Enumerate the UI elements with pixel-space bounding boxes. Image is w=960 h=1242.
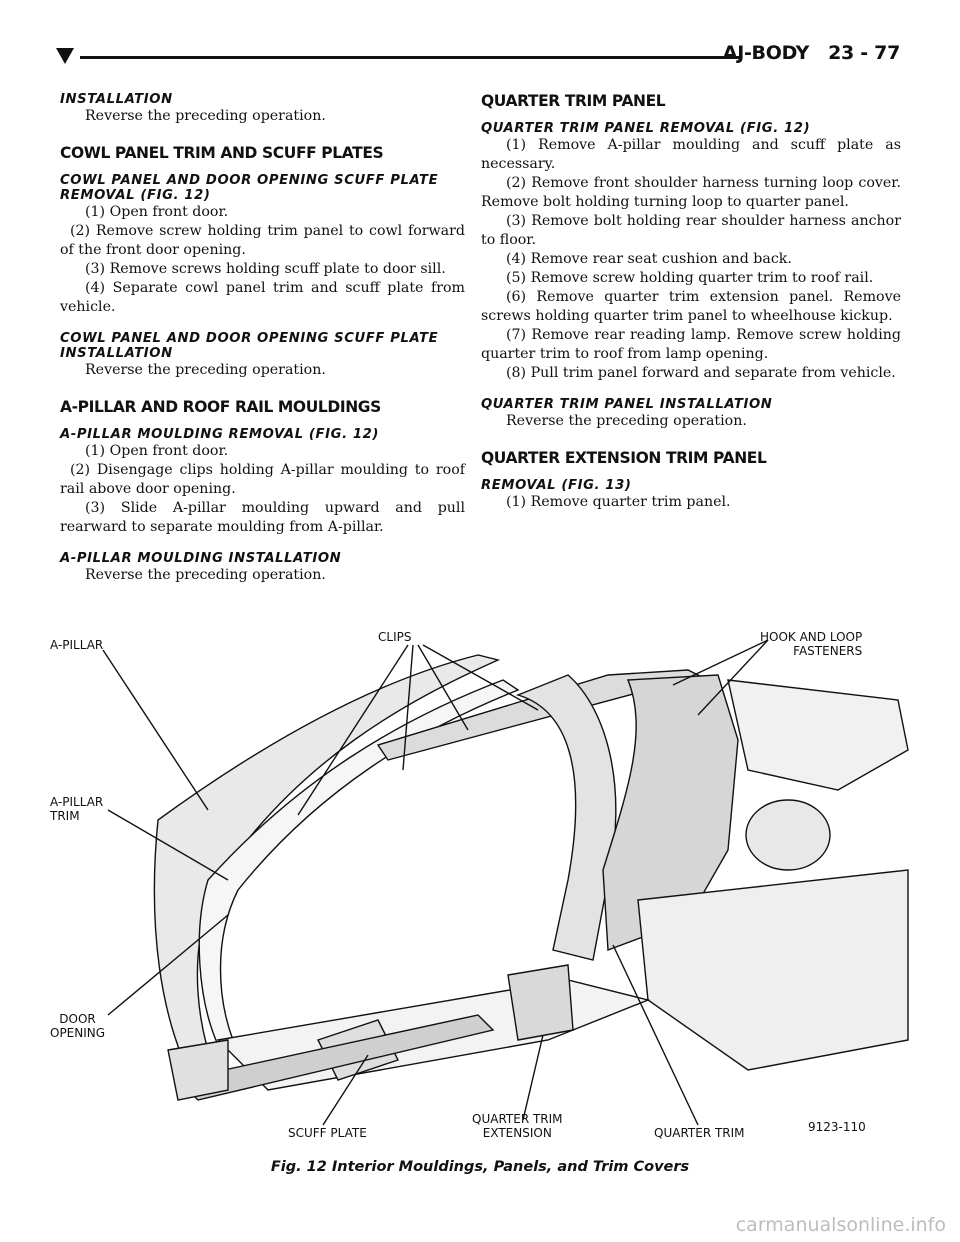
- cowl-install-text: Reverse the preceding operation.: [85, 362, 326, 378]
- label-door-opening: DOOR OPENING: [50, 1012, 106, 1040]
- section-marker-icon: [56, 48, 74, 64]
- quarter-removal-step: (8) Pull trim panel forward and separate from vehicle.: [506, 365, 896, 381]
- quarter-install-heading: QUARTER TRIM PANEL INSTALLATION: [481, 397, 773, 412]
- cowl-removal-step: (3) Remove screws holding scuff plate to door sill.: [85, 261, 446, 277]
- extension-removal-heading: REMOVAL (FIG. 13): [481, 478, 632, 493]
- leader-a-pillar: [103, 650, 208, 810]
- quarter-install-text: Reverse the preceding operation.: [506, 413, 747, 429]
- extension-section-heading: QUARTER EXTENSION TRIM PANEL: [481, 448, 767, 468]
- apillar-section-heading: A-PILLAR AND ROOF RAIL MOULDINGS: [60, 397, 381, 417]
- apillar-install-text: Reverse the preceding operation.: [85, 567, 326, 583]
- wheelhouse: [746, 800, 830, 870]
- header-rule: [80, 56, 742, 59]
- label-quarter-trim: QUARTER TRIM: [654, 1126, 745, 1140]
- label-hook-and-loop: HOOK AND LOOP FASTENERS: [760, 630, 863, 658]
- figure-12-illustration: [48, 620, 912, 1150]
- leader-quarter-trim-extension: [523, 1035, 543, 1120]
- rear-deck: [728, 680, 908, 790]
- quarter-section-heading: QUARTER TRIM PANEL: [481, 91, 666, 111]
- interior-trim-drawing: [48, 620, 912, 1150]
- cowl-install-heading: COWL PANEL AND DOOR OPENING SCUFF PLATE INSTALLATION: [60, 331, 439, 361]
- header-page-number: 23 - 77: [828, 42, 900, 64]
- left-column: [60, 92, 465, 585]
- apillar-install-heading: A-PILLAR MOULDING INSTALLATION: [60, 551, 342, 566]
- apillar-removal-step: (2) Disengage clips holding A-pillar moulding to roof rail above door opening.: [60, 462, 465, 497]
- cowl-removal-step: (4) Separate cowl panel trim and scuff plate from vehicle.: [60, 280, 465, 315]
- cowl-section-heading: COWL PANEL TRIM AND SCUFF PLATES: [60, 143, 384, 163]
- apillar-removal-heading: A-PILLAR MOULDING REMOVAL (FIG. 12): [60, 427, 380, 442]
- quarter-removal-step: (2) Remove front shoulder harness turning loop cover. Remove bolt holding turning loop to quarter panel.: [481, 175, 901, 210]
- page-header: [56, 42, 900, 72]
- watermark: carmanualsonline.info: [735, 1214, 946, 1236]
- label-clips: CLIPS: [378, 630, 412, 644]
- installation-heading: INSTALLATION: [60, 92, 173, 107]
- leader-hook-loop-1: [673, 640, 768, 685]
- quarter-removal-step: (7) Remove rear reading lamp. Remove screw holding quarter trim to roof from lamp opening.: [481, 327, 901, 362]
- quarter-removal-heading: QUARTER TRIM PANEL REMOVAL (FIG. 12): [481, 121, 811, 136]
- quarter-trim-extension-shape: [508, 965, 573, 1040]
- label-a-pillar-trim: A-PILLAR TRIM: [50, 795, 104, 823]
- quarter-removal-step: (3) Remove bolt holding rear shoulder harness anchor to floor.: [481, 213, 901, 248]
- header-section: AJ-BODY: [722, 42, 810, 64]
- right-column: [481, 92, 901, 512]
- label-scuff-plate: SCUFF PLATE: [288, 1126, 367, 1140]
- cowl-lower: [168, 1040, 228, 1100]
- extension-removal-step: (1) Remove quarter trim panel.: [506, 494, 731, 510]
- label-quarter-trim-extension: QUARTER TRIM EXTENSION: [472, 1112, 563, 1140]
- quarter-removal-step: (4) Remove rear seat cushion and back.: [506, 251, 792, 267]
- quarter-removal-step: (6) Remove quarter trim extension panel. Remove screws holding quarter trim panel to wheelhouse kickup.: [481, 289, 901, 324]
- cowl-removal-step: (2) Remove screw holding trim panel to cowl forward of the front door opening.: [60, 223, 465, 258]
- apillar-removal-step: (1) Open front door.: [85, 443, 229, 459]
- label-figure-number: 9123-110: [808, 1120, 866, 1134]
- installation-text: Reverse the preceding operation.: [85, 108, 326, 124]
- quarter-removal-step: (5) Remove screw holding quarter trim to roof rail.: [506, 270, 874, 286]
- apillar-removal-step: (3) Slide A-pillar moulding upward and pull rearward to separate moulding from A-pillar.: [60, 500, 465, 535]
- cowl-removal-heading: COWL PANEL AND DOOR OPENING SCUFF PLATE REMOVAL (FIG. 12): [60, 173, 439, 203]
- rear-floor: [638, 870, 908, 1070]
- header-text: [723, 42, 900, 64]
- cowl-removal-step: (1) Open front door.: [85, 204, 229, 220]
- figure-caption: Fig. 12 Interior Mouldings, Panels, and Trim Covers: [270, 1159, 690, 1175]
- quarter-removal-step: (1) Remove A-pillar moulding and scuff plate as necessary.: [481, 137, 901, 172]
- label-a-pillar: A-PILLAR: [50, 638, 104, 652]
